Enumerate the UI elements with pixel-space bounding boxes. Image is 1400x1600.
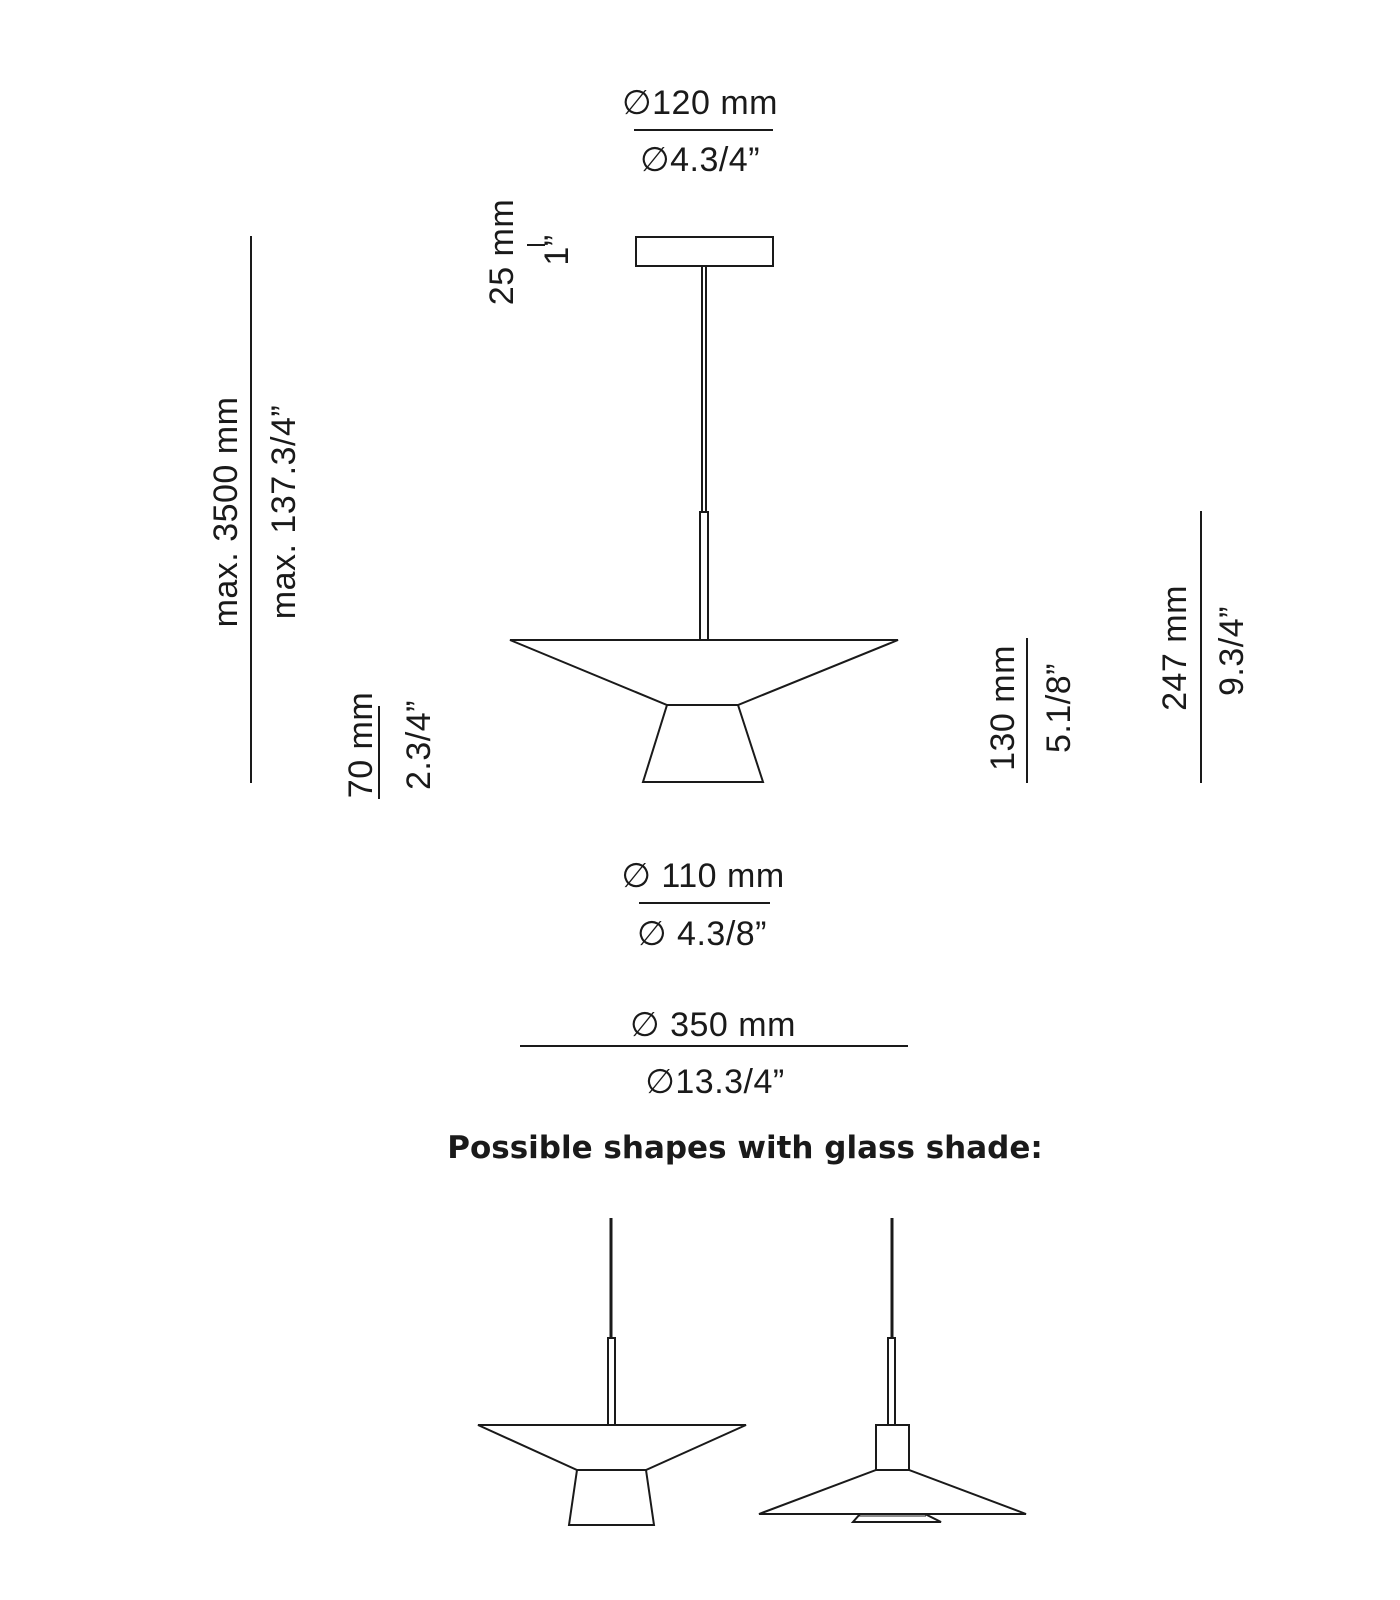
- variant-1-lower-cone: [569, 1470, 654, 1525]
- stem-tube: [700, 512, 708, 640]
- max-height-imperial: max. 137.3/4”: [265, 404, 303, 620]
- upper-shade: [510, 640, 898, 705]
- max-height-metric: max. 3500 mm: [207, 396, 245, 628]
- variant-2-stem: [888, 1338, 895, 1425]
- lower-cone-diameter-metric: ∅ 110 mm: [621, 857, 785, 895]
- canopy-diameter-metric: ∅120 mm: [622, 84, 778, 122]
- lower-cone-diameter-imperial: ∅ 4.3/8”: [636, 915, 768, 953]
- canopy-height-metric: 25 mm: [483, 198, 521, 306]
- lower-cone-height-imperial: 2.3/4”: [400, 700, 438, 790]
- lamp-height-metric: 247 mm: [1156, 585, 1194, 711]
- shade-diameter-imperial: ∅13.3/4”: [645, 1063, 785, 1101]
- variant-2-diffuser: [853, 1514, 941, 1522]
- lower-cone-height-metric: 70 mm: [342, 691, 380, 799]
- canopy-height-imperial: 1”: [538, 234, 576, 266]
- lower-cone: [643, 705, 763, 782]
- shade-height-metric: 130 mm: [984, 645, 1022, 771]
- variant-1-upper-shade: [478, 1425, 746, 1470]
- shade-height-imperial: 5.1/8”: [1040, 663, 1078, 753]
- canopy: [636, 237, 773, 266]
- variant-2-glass-collar: [876, 1425, 909, 1470]
- shapes-heading: Possible shapes with glass shade:: [447, 1130, 1043, 1166]
- variant-2-shade: [759, 1470, 1026, 1514]
- shade-diameter-metric: ∅ 350 mm: [630, 1006, 796, 1044]
- lamp-height-imperial: 9.3/4”: [1213, 606, 1251, 696]
- variant-1-stem: [608, 1338, 615, 1425]
- canopy-diameter-imperial: ∅4.3/4”: [639, 141, 761, 179]
